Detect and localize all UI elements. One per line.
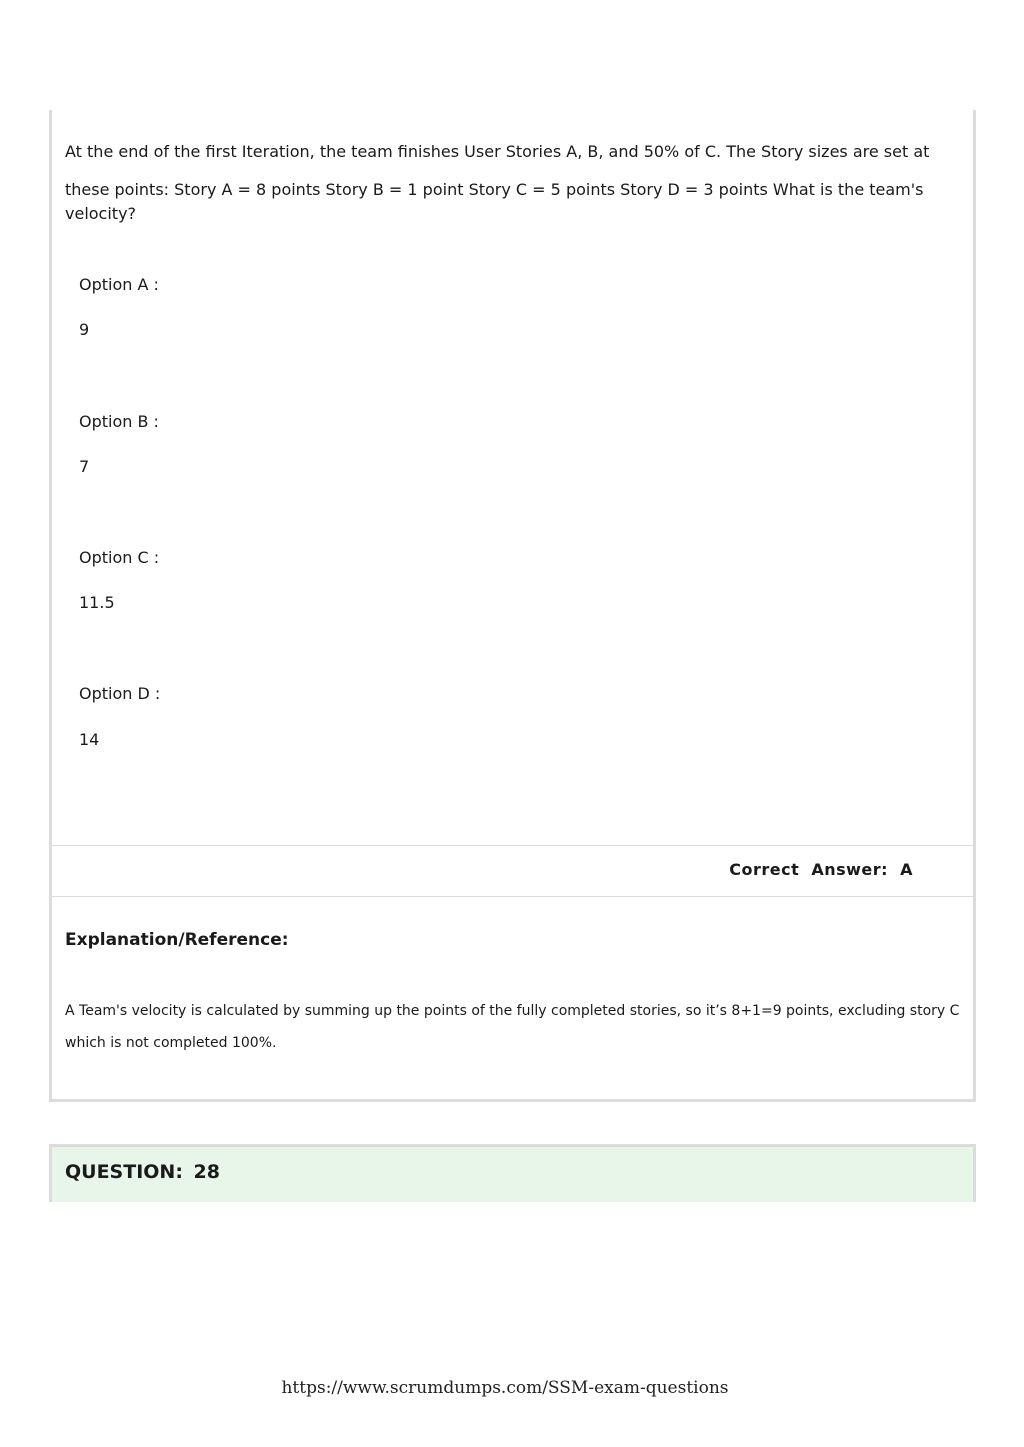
question-line-1: At the end of the first Iteration, the team finishes User Stories A, B, and 50% of C. The Story sizes are set at bbox=[65, 142, 930, 161]
answer-bar bbox=[52, 845, 973, 897]
option-a-label: Option A : bbox=[79, 275, 159, 294]
option-a-value: 9 bbox=[79, 320, 90, 339]
question-line-2: these points: Story A = 8 points Story B = 1 point Story C = 5 points Story D = 3 points What is the team's velocity? bbox=[65, 180, 924, 223]
option-d-label: Option D : bbox=[79, 684, 161, 703]
explanation-title: Explanation/Reference: bbox=[65, 930, 289, 950]
question-card bbox=[49, 110, 976, 1102]
question-text bbox=[65, 140, 955, 226]
option-b-value: 7 bbox=[79, 457, 90, 476]
option-c-label: Option C : bbox=[79, 548, 160, 567]
footer-url: https://www.scrumdumps.com/SSM-exam-questions bbox=[281, 1378, 729, 1398]
option-d-value: 14 bbox=[79, 730, 100, 749]
correct-answer: Correct Answer: A bbox=[729, 860, 913, 879]
explanation-text: A Team's velocity is calculated by summing up the points of the fully completed stories, so it’s 8+1=9 points, excluding story C which is not completed 100%. bbox=[65, 1003, 960, 1051]
option-c-value: 11.5 bbox=[79, 593, 115, 612]
option-b-label: Option B : bbox=[79, 412, 159, 431]
next-question-label: QUESTION: 28 bbox=[65, 1161, 220, 1183]
next-question-header bbox=[49, 1144, 976, 1202]
